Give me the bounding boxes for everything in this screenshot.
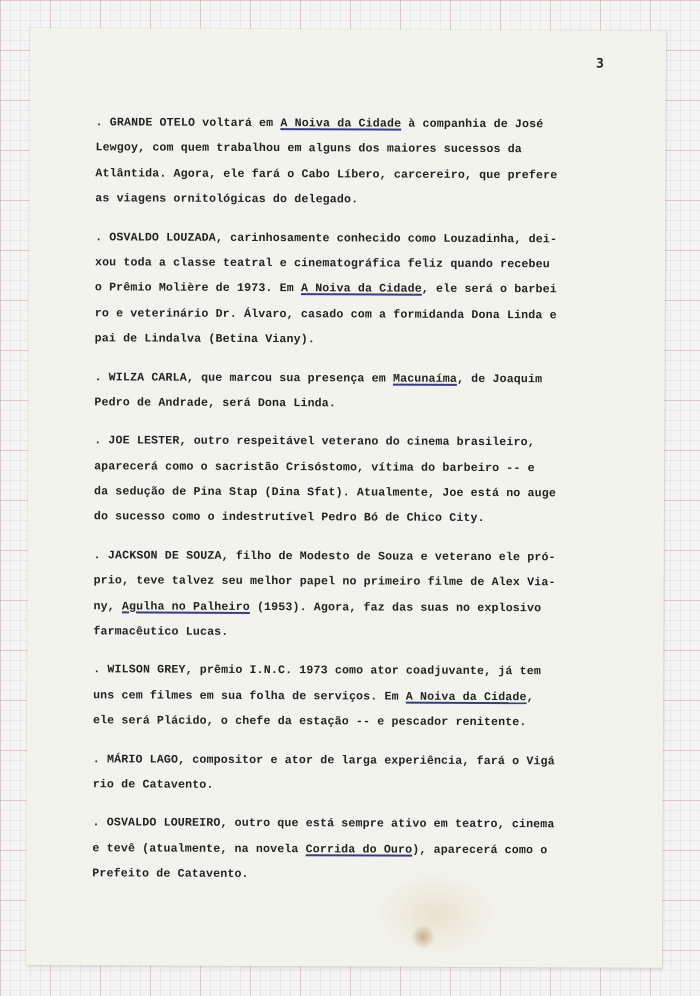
text-segment: , — [526, 690, 534, 705]
text-line — [92, 836, 632, 864]
text-line — [94, 505, 634, 533]
text-line — [95, 301, 635, 329]
underlined-title: Corrida do Ouro — [305, 842, 413, 857]
text-line — [93, 683, 633, 711]
text-segment: ele será Plácido, o chefe da estação -- e pescador renitente. — [92, 714, 527, 730]
text-segment: . WILSON GREY, prêmio I.N.C. 1973 como ator coadjuvante, já tem — [93, 663, 541, 679]
paper-spot — [411, 925, 435, 949]
text-segment: . OSVALDO LOUZADA, carinhosamente conhecido como Louzadinha, dei- — [95, 230, 558, 246]
text-segment: o Prêmio Molière de 1973. Em — [94, 281, 302, 296]
text-segment: . MÁRIO LAGO, compositor e ator de larga experiência, fará o Vigá — [92, 752, 555, 768]
paragraph — [95, 225, 636, 354]
text-line — [93, 747, 633, 775]
text-line — [94, 429, 634, 457]
underlined-title: Agulha no Palheiro — [121, 600, 250, 614]
text-line — [93, 658, 633, 686]
underlined-title: A Noiva da Cidade — [280, 117, 402, 131]
underlined-title: Macunaíma — [392, 372, 457, 386]
text-segment: Atlântida. Agora, ele fará o Cabo Líbero, carcereiro, que prefere — [95, 167, 558, 183]
paragraph — [95, 110, 635, 214]
text-segment: ny, — [93, 599, 122, 614]
text-line — [94, 479, 634, 507]
text-segment: , de Joaquim — [456, 372, 543, 386]
text-line — [96, 110, 636, 138]
text-line — [94, 365, 634, 393]
text-line — [95, 186, 635, 214]
underlined-title: A Noiva da Cidade — [405, 690, 527, 704]
text-line — [94, 390, 634, 418]
text-segment: pai de Lindalva (Betina Viany). — [94, 332, 316, 347]
text-segment: ro e veterinário Dr. Álvaro, casado com a formidanda Dona Linda e — [94, 307, 557, 323]
paragraph — [94, 365, 634, 418]
text-line — [94, 569, 634, 597]
text-segment: as viagens ornitológicas do delegado. — [95, 192, 359, 207]
paragraph — [93, 543, 633, 647]
text-line — [94, 543, 634, 571]
text-line — [95, 136, 635, 164]
typed-page — [26, 28, 666, 968]
text-line — [94, 454, 634, 482]
paragraph — [93, 747, 633, 800]
text-segment: . WILZA CARLA, que marcou sua presença em — [94, 370, 394, 386]
text-segment: e tevê (atualmente, na novela — [92, 842, 306, 856]
text-segment: da sedução de Pina Stap (Dina Sfat). Atualmente, Joe está no auge — [93, 485, 556, 501]
page-number: 3 — [595, 56, 604, 72]
typed-text-body — [92, 110, 635, 902]
text-segment: . JACKSON DE SOUZA, filho de Modesto de Souza e veterano ele pró- — [93, 549, 556, 565]
text-segment: uns cem filmes em sua folha de serviços. Em — [93, 689, 406, 704]
text-segment: à companhia de José — [401, 117, 544, 132]
text-segment: Pedro de Andrade, será Dona Linda. — [94, 396, 337, 411]
paragraph — [92, 811, 632, 890]
text-segment: farmacêutico Lucas. — [93, 625, 229, 639]
underlined-title: A Noiva da Cidade — [300, 282, 422, 297]
text-line — [95, 276, 635, 304]
text-segment: xou toda a classe teatral e cinematográfica feliz quando recebeu — [94, 256, 550, 272]
text-segment: . GRANDE OTELO voltará em — [95, 116, 281, 131]
paragraph — [93, 658, 633, 737]
text-line — [92, 861, 632, 889]
text-segment: (1953). Agora, faz das suas no explosivo — [249, 600, 542, 615]
paragraph — [94, 429, 634, 533]
text-line — [93, 708, 633, 736]
text-line — [95, 326, 635, 354]
text-segment: prio, teve talvez seu melhor papel no primeiro filme de Alex Via- — [93, 574, 556, 590]
text-line — [92, 811, 632, 839]
text-segment: do sucesso como o indestrutível Pedro Bó de Chico City. — [93, 510, 485, 526]
text-segment: Prefeito de Catavento. — [92, 867, 249, 882]
text-line — [95, 250, 635, 278]
text-segment: ), aparecerá como o — [412, 843, 548, 858]
text-segment: , ele será o barbei — [421, 283, 557, 297]
text-segment: aparecerá como o sacristão Crisóstomo, vítima do barbeiro -- e — [94, 459, 535, 475]
text-segment: Lewgoy, com quem trabalhou em alguns dos maiores sucessos da — [95, 141, 522, 157]
text-line — [95, 161, 635, 189]
text-segment: . JOE LESTER, outro respeitável veterano do cinema brasileiro, — [94, 434, 535, 450]
text-segment: rio de Catavento. — [92, 778, 214, 792]
text-line — [93, 594, 633, 622]
text-line — [93, 619, 633, 647]
text-line — [93, 772, 633, 800]
text-line — [95, 225, 635, 253]
text-segment: . OSVALDO LOUREIRO, outro que está sempre ativo em teatro, cinema — [92, 816, 555, 832]
